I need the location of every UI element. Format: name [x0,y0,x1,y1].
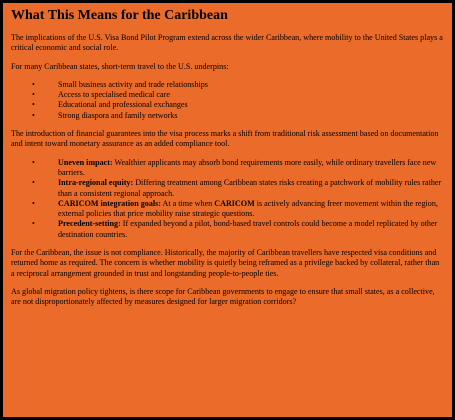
bullet-icon: • [32,178,35,188]
list-item-caricom-integration [32,198,444,220]
closing-paragraph: As global migration policy tightens, is there scope for Caribbean governments to engage to ensure that small states, as a collective, are not disproportionately affected by measures designed for larger migration corridors? [11,286,435,307]
list-item-intra-regional-equity [32,178,444,199]
page-title: What This Means for the Caribbean [11,8,228,23]
lead-in-paragraph: For many Caribbean states, short-term travel to the U.S. underpins: [11,61,229,71]
list-item-text: is actively advancing freer movement within the region, external policies that price mobility raise strategic questions. [58,198,438,219]
list-item-text: If expanded beyond a pilot, bond-based travel controls could become a model replicated by other destination countries. [58,219,438,239]
bullet-icon: • [32,100,35,110]
list-item-term: Uneven impact: [58,157,113,167]
inline-term: CARICOM [214,198,255,208]
list-item-text: Wealthier applicants may absorb bond requirements more easily, while ordinary travellers face new barriers. [58,157,437,177]
document-panel [3,3,452,417]
bullet-icon: • [32,157,35,167]
conclusion-paragraph: For the Caribbean, the issue is not compliance. Historically, the majority of Caribbean travellers have respected visa conditions and returned home as required. The concern is whether mobility is quietly being reframed as a privilege backed by collateral, rather than a reciprocal arrangement grounded in trust and longstanding people-to-people ties. [11,248,440,278]
list-item-text: Access to specialised medical care [58,90,170,100]
bullet-icon: • [32,198,35,208]
bullet-icon: • [32,79,35,89]
concerns-list [11,158,444,240]
list-item-term: CARICOM integration goals: [58,198,161,208]
impact-list [11,80,444,121]
list-item-uneven-impact [32,157,444,179]
list-item-text: Differing treatment among Caribbean states risks creating a patchwork of mobility rules rather than a consistent regional approach. [58,178,442,198]
bullet-icon: • [32,90,35,100]
transition-paragraph: The introduction of financial guarantees into the visa process marks a shift from traditional risk assessment based on documentation and intent toward monetary assurance as an added compliance tool. [11,129,439,149]
list-item-term: Intra-regional equity: [58,178,134,188]
list-item-text: Educational and professional exchanges [58,100,188,110]
intro-paragraph: The implications of the U.S. Visa Bond Pilot Program extend across the wider Caribbean, where mobility to the United States plays a critical economic and social role. [11,33,443,53]
bullet-icon: • [32,110,35,120]
list-item-term: Precedent-setting: [58,219,121,229]
list-item-text: Strong diaspora and family networks [58,110,178,120]
list-item [32,90,444,100]
list-item [32,110,444,121]
list-item-text: Small business activity and trade relationships [58,79,208,89]
list-item [32,100,444,110]
bullet-icon: • [32,219,35,229]
list-item-text: At a time when [160,198,215,208]
list-item-precedent-setting [32,219,444,240]
list-item [32,79,444,90]
